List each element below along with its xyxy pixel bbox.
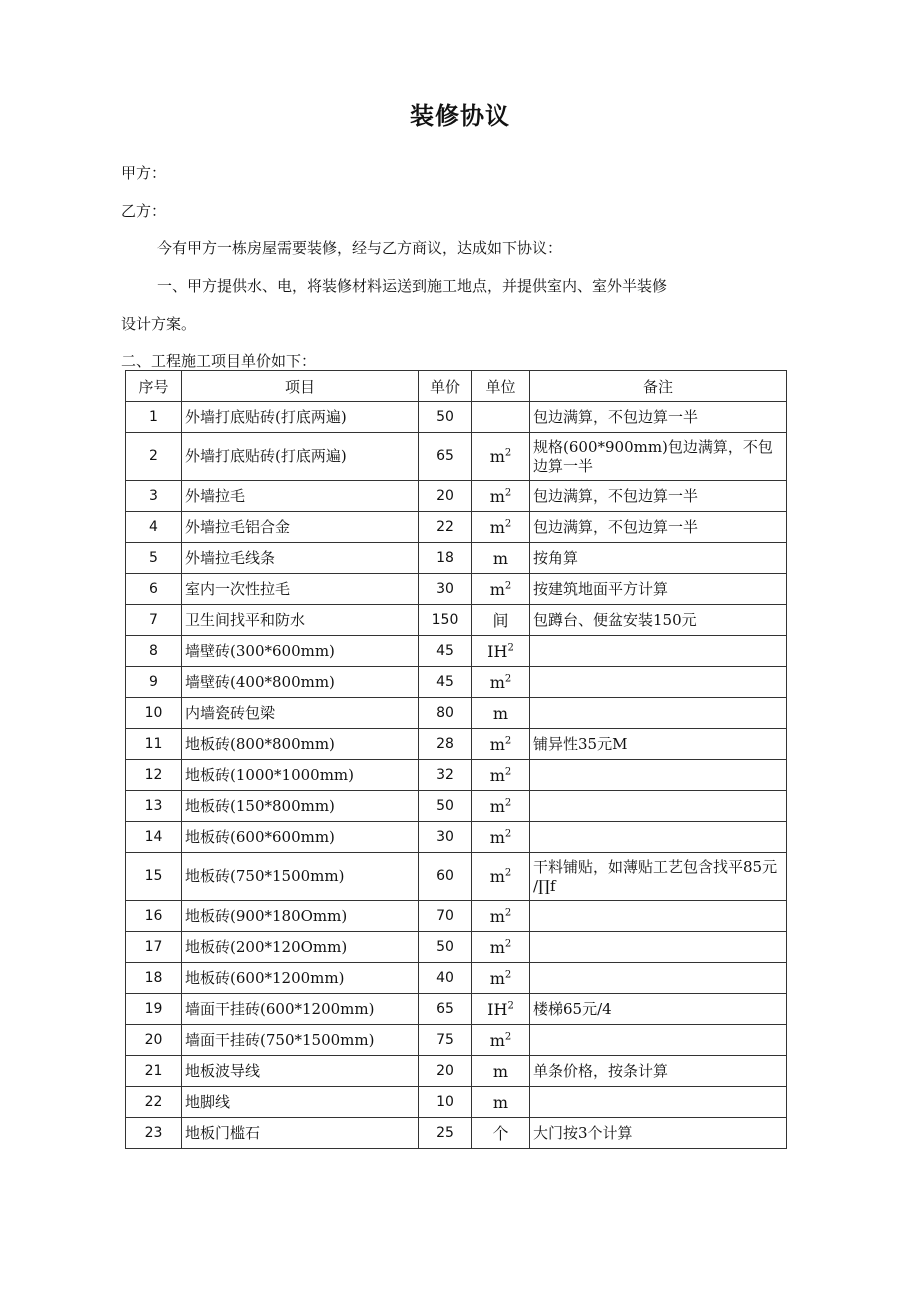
cell-item-text: 墙面干挂砖(600*1200mm) [185, 999, 375, 1018]
cell-unit [472, 512, 530, 543]
document-title: 装修协议 [410, 102, 510, 130]
cell-unit [472, 1025, 530, 1056]
cell-item [182, 853, 419, 901]
cell-no [126, 1056, 182, 1087]
cell-note [530, 1056, 787, 1087]
cell-no-text: 11 [144, 735, 163, 752]
unit-superscript: 2 [504, 735, 512, 747]
cell-price-text: 45 [436, 673, 454, 690]
cell-price-text: 50 [436, 408, 454, 425]
cell-no-text: 8 [149, 642, 158, 659]
cell-unit-text: m [492, 703, 509, 723]
cell-item-text: 外墙拉毛 [185, 486, 246, 505]
cell-no-text: 2 [149, 448, 158, 464]
cell-note-text: 包边满算，不包边算一半 [533, 517, 699, 536]
cell-no [126, 760, 182, 791]
cell-no [126, 994, 182, 1025]
cell-unit-text: m [489, 937, 505, 957]
cell-unit-text: m [489, 517, 505, 537]
cell-no [126, 1025, 182, 1056]
unit-superscript: 2 [504, 867, 512, 879]
cell-no [126, 698, 182, 729]
cell-price [419, 901, 472, 932]
cell-note [530, 481, 787, 512]
cell-unit [472, 667, 530, 698]
cell-note [530, 822, 787, 853]
header-unit: 单位 [472, 371, 530, 402]
cell-item-text: 地板砖(150*800mm) [185, 796, 335, 815]
cell-unit [472, 402, 530, 433]
cell-item-text: 地板砖(200*120Omm) [185, 937, 348, 956]
cell-price-text: 30 [436, 580, 454, 597]
cell-unit-text: m [489, 447, 505, 466]
cell-note-text: 干料铺贴，如薄贴工艺包含找平85元∕∏f [533, 857, 778, 895]
cell-price [419, 932, 472, 963]
cell-no-text: 1 [149, 408, 158, 425]
cell-no-text: 9 [149, 673, 158, 690]
cell-no [126, 433, 182, 481]
party-b-label: 乙方： [121, 202, 167, 220]
table-row [126, 1087, 787, 1118]
cell-item [182, 433, 419, 481]
header-price: 单价 [419, 371, 472, 402]
cell-item-text: 地板砖(600*1200mm) [185, 968, 345, 987]
cell-item [182, 1087, 419, 1118]
cell-unit [472, 1056, 530, 1087]
cell-item-text: 墙面干挂砖(750*1500mm) [185, 1030, 375, 1049]
cell-note [530, 791, 787, 822]
cell-unit [472, 791, 530, 822]
cell-no [126, 543, 182, 574]
cell-item [182, 901, 419, 932]
cell-note [530, 574, 787, 605]
cell-unit [472, 729, 530, 760]
cell-price [419, 1056, 472, 1087]
cell-item-text: 墙壁砖(300*600mm) [185, 641, 335, 660]
table-row [126, 729, 787, 760]
unit-superscript: 2 [504, 797, 512, 809]
cell-no-text: 17 [144, 938, 163, 955]
unit-superscript: 2 [507, 642, 514, 654]
cell-item-text: 外墙拉毛线条 [185, 548, 276, 567]
unit-superscript: 2 [504, 673, 512, 685]
cell-no [126, 853, 182, 901]
cell-price-text: 65 [436, 1000, 454, 1017]
cell-price-text: 70 [436, 907, 454, 924]
cell-unit [472, 1118, 530, 1149]
cell-note-text: 包边满算，不包边算一半 [533, 486, 699, 505]
table-row [126, 822, 787, 853]
table-row [126, 605, 787, 636]
cell-no [126, 512, 182, 543]
unit-superscript: 2 [504, 969, 512, 981]
cell-unit-text: m [492, 548, 509, 568]
cell-note [530, 636, 787, 667]
cell-price-text: 25 [436, 1124, 454, 1141]
cell-unit-text: m [489, 672, 505, 692]
cell-note [530, 512, 787, 543]
cell-unit-text: m [489, 486, 505, 506]
cell-price-text: 20 [436, 487, 454, 504]
cell-price-text: 65 [436, 448, 454, 464]
cell-item [182, 729, 419, 760]
header-note: 备注 [530, 371, 787, 402]
unit-price-table [125, 370, 787, 1149]
cell-price [419, 605, 472, 636]
cell-unit [472, 698, 530, 729]
cell-item-text: 地板砖(1000*1000mm) [185, 765, 354, 784]
cell-item-text: 卫生间找平和防水 [185, 610, 306, 629]
cell-note [530, 760, 787, 791]
cell-price [419, 791, 472, 822]
cell-item-text: 内墙瓷砖包梁 [185, 703, 276, 722]
cell-item [182, 791, 419, 822]
cell-item-text: 地板砖(750*1500mm) [185, 867, 345, 885]
cell-note [530, 729, 787, 760]
table-row [126, 853, 787, 901]
cell-item-text: 墙壁砖(400*800mm) [185, 672, 335, 691]
table-row [126, 1056, 787, 1087]
cell-no-text: 18 [144, 969, 163, 986]
cell-note [530, 1025, 787, 1056]
cell-item [182, 402, 419, 433]
cell-item-text: 地板砖(900*180Omm) [185, 906, 348, 925]
cell-unit-text: m [489, 796, 505, 816]
cell-no-text: 20 [144, 1031, 163, 1048]
cell-no-text: 3 [149, 487, 158, 504]
cell-price-text: 80 [436, 704, 454, 721]
unit-superscript: 2 [504, 907, 512, 919]
table-row [126, 932, 787, 963]
cell-price [419, 822, 472, 853]
cell-price [419, 667, 472, 698]
unit-superscript: 2 [504, 518, 512, 530]
cell-item [182, 512, 419, 543]
table-row [126, 512, 787, 543]
unit-superscript: 2 [504, 938, 512, 950]
cell-no [126, 901, 182, 932]
cell-unit [472, 853, 530, 901]
cell-no-text: 4 [149, 518, 158, 535]
table-header-row [126, 371, 787, 402]
cell-price-text: 50 [436, 797, 454, 814]
cell-price-text: 40 [436, 969, 454, 986]
cell-no-text: 13 [144, 797, 163, 814]
cell-item [182, 822, 419, 853]
cell-no-text: 7 [149, 611, 158, 628]
unit-superscript: 2 [507, 1000, 514, 1012]
cell-item [182, 963, 419, 994]
cell-item [182, 605, 419, 636]
table-row [126, 760, 787, 791]
table-row [126, 433, 787, 481]
cell-price-text: 45 [436, 642, 454, 659]
cell-price-text: 75 [436, 1031, 454, 1048]
cell-no-text: 6 [149, 580, 158, 597]
cell-no [126, 667, 182, 698]
table-row [126, 667, 787, 698]
table-row [126, 994, 787, 1025]
cell-note [530, 433, 787, 481]
cell-price [419, 853, 472, 901]
cell-no [126, 1087, 182, 1118]
cell-item-text: 室内一次性拉毛 [185, 579, 291, 598]
clause-1-line-2: 设计方案。 [121, 315, 197, 333]
cell-no [126, 729, 182, 760]
cell-unit-text: 个 [492, 1123, 509, 1143]
cell-no [126, 574, 182, 605]
cell-price [419, 729, 472, 760]
cell-item [182, 574, 419, 605]
cell-no [126, 822, 182, 853]
cell-unit-text: m [489, 765, 505, 785]
cell-price-text: 18 [436, 549, 454, 566]
cell-price-text: 32 [436, 766, 454, 783]
cell-note [530, 963, 787, 994]
cell-item-text: 地板砖(800*800mm) [185, 734, 335, 753]
cell-unit [472, 605, 530, 636]
cell-price [419, 994, 472, 1025]
cell-item [182, 1118, 419, 1149]
party-a-label: 甲方： [121, 164, 167, 182]
table-row [126, 901, 787, 932]
cell-unit [472, 433, 530, 481]
cell-price-text: 50 [436, 938, 454, 955]
header-no: 序号 [126, 371, 182, 402]
cell-item [182, 481, 419, 512]
cell-item [182, 1056, 419, 1087]
table-row [126, 963, 787, 994]
cell-price [419, 698, 472, 729]
table-row [126, 543, 787, 574]
cell-no [126, 605, 182, 636]
cell-item-text: 外墙打底贴砖(打底两遍) [185, 407, 347, 426]
cell-item-text: 地脚线 [185, 1092, 231, 1111]
cell-item [182, 698, 419, 729]
unit-superscript: 2 [504, 766, 512, 778]
cell-no-text: 12 [144, 766, 163, 783]
cell-unit [472, 1087, 530, 1118]
cell-price [419, 636, 472, 667]
cell-no-text: 10 [144, 704, 163, 721]
cell-price [419, 1087, 472, 1118]
header-item: 项目 [182, 371, 419, 402]
cell-item [182, 932, 419, 963]
cell-item [182, 543, 419, 574]
cell-note-text: 包蹲台、便盆安装150元 [533, 610, 697, 629]
cell-unit-text: 间 [492, 610, 509, 630]
table-row [126, 698, 787, 729]
cell-price-text: 28 [436, 735, 454, 752]
cell-unit [472, 994, 530, 1025]
cell-item [182, 667, 419, 698]
cell-no [126, 932, 182, 963]
cell-note-text: 大门按3个计算 [533, 1123, 633, 1142]
table-row [126, 791, 787, 822]
cell-no [126, 963, 182, 994]
cell-item-text: 外墙拉毛铝合金 [185, 517, 291, 536]
unit-superscript: 2 [504, 828, 512, 840]
cell-price [419, 481, 472, 512]
cell-unit-text: m [489, 867, 505, 886]
cell-no [126, 791, 182, 822]
cell-no [126, 1118, 182, 1149]
cell-item [182, 1025, 419, 1056]
unit-superscript: 2 [504, 1031, 512, 1043]
cell-unit-text: m [489, 1030, 505, 1050]
cell-no-text: 21 [144, 1062, 163, 1079]
cell-unit-text: m [489, 579, 505, 599]
cell-no-text: 19 [144, 1000, 163, 1017]
unit-superscript: 2 [504, 580, 512, 592]
cell-price [419, 433, 472, 481]
cell-note [530, 901, 787, 932]
cell-price [419, 402, 472, 433]
cell-note [530, 402, 787, 433]
table-row [126, 1118, 787, 1149]
table-row [126, 636, 787, 667]
cell-unit [472, 481, 530, 512]
clause-2-heading: 二、工程施工项目单价如下： [121, 352, 317, 370]
cell-note [530, 932, 787, 963]
cell-note-text: 楼梯65元/4 [533, 999, 612, 1018]
cell-item [182, 994, 419, 1025]
cell-no [126, 636, 182, 667]
cell-note [530, 543, 787, 574]
cell-note [530, 605, 787, 636]
cell-unit-text: m [489, 906, 505, 926]
cell-no-text: 22 [144, 1093, 163, 1110]
clause-1-line-1: 一、甲方提供水、电，将装修材料运送到施工地点，并提供室内、室外半装修 [157, 277, 668, 295]
cell-unit [472, 543, 530, 574]
cell-unit [472, 932, 530, 963]
cell-note [530, 667, 787, 698]
cell-no-text: 23 [144, 1124, 163, 1141]
cell-price-text: 22 [436, 518, 454, 535]
cell-note-text: 按建筑地面平方计算 [533, 579, 669, 598]
cell-item-text: 地板砖(600*600mm) [185, 827, 335, 846]
cell-item [182, 636, 419, 667]
cell-unit-text: m [489, 734, 505, 754]
cell-no-text: 14 [144, 828, 163, 845]
cell-price [419, 543, 472, 574]
cell-unit [472, 574, 530, 605]
cell-unit-text: m [489, 827, 505, 847]
cell-unit-text: m [492, 1092, 509, 1112]
cell-no-text: 16 [144, 907, 163, 924]
table-body [126, 402, 787, 1149]
cell-price-text: 150 [431, 611, 459, 628]
cell-no [126, 481, 182, 512]
cell-note-text: 包边满算，不包边算一半 [533, 407, 699, 426]
table-row [126, 1025, 787, 1056]
cell-price-text: 20 [436, 1062, 454, 1079]
cell-no-text: 15 [144, 868, 163, 884]
cell-price [419, 512, 472, 543]
cell-no [126, 402, 182, 433]
cell-unit-text: m [492, 1061, 509, 1081]
cell-price [419, 963, 472, 994]
cell-price [419, 1025, 472, 1056]
intro-paragraph: 今有甲方一栋房屋需要装修，经与乙方商议，达成如下协议： [157, 239, 563, 257]
table-row [126, 481, 787, 512]
cell-item-text: 外墙打底贴砖(打底两遍) [185, 447, 347, 465]
cell-item-text: 地板门槛石 [185, 1123, 261, 1142]
cell-unit [472, 963, 530, 994]
cell-note-text: 单条价格，按条计算 [533, 1061, 669, 1080]
cell-note [530, 1087, 787, 1118]
cell-item-text: 地板波导线 [185, 1061, 261, 1080]
cell-price-text: 30 [436, 828, 454, 845]
cell-price [419, 574, 472, 605]
cell-note-text: 按角算 [533, 548, 579, 567]
cell-price-text: 10 [436, 1093, 454, 1110]
table-row [126, 402, 787, 433]
cell-note [530, 994, 787, 1025]
cell-unit [472, 822, 530, 853]
cell-unit-text: IH [487, 641, 508, 661]
cell-note [530, 1118, 787, 1149]
unit-superscript: 2 [504, 487, 512, 499]
unit-superscript: 2 [504, 447, 512, 459]
cell-unit [472, 636, 530, 667]
cell-unit [472, 901, 530, 932]
cell-note [530, 698, 787, 729]
cell-no-text: 5 [149, 549, 158, 566]
cell-price [419, 1118, 472, 1149]
cell-note [530, 853, 787, 901]
cell-item [182, 760, 419, 791]
cell-price [419, 760, 472, 791]
cell-note-text: 铺异性35元M [533, 734, 628, 753]
cell-unit-text: IH [487, 999, 508, 1019]
cell-unit [472, 760, 530, 791]
table-row [126, 574, 787, 605]
cell-unit-text: m [489, 968, 505, 988]
cell-price-text: 60 [436, 868, 454, 884]
cell-note-text: 规格(600*900mm)包边满算，不包边算一半 [533, 437, 773, 475]
